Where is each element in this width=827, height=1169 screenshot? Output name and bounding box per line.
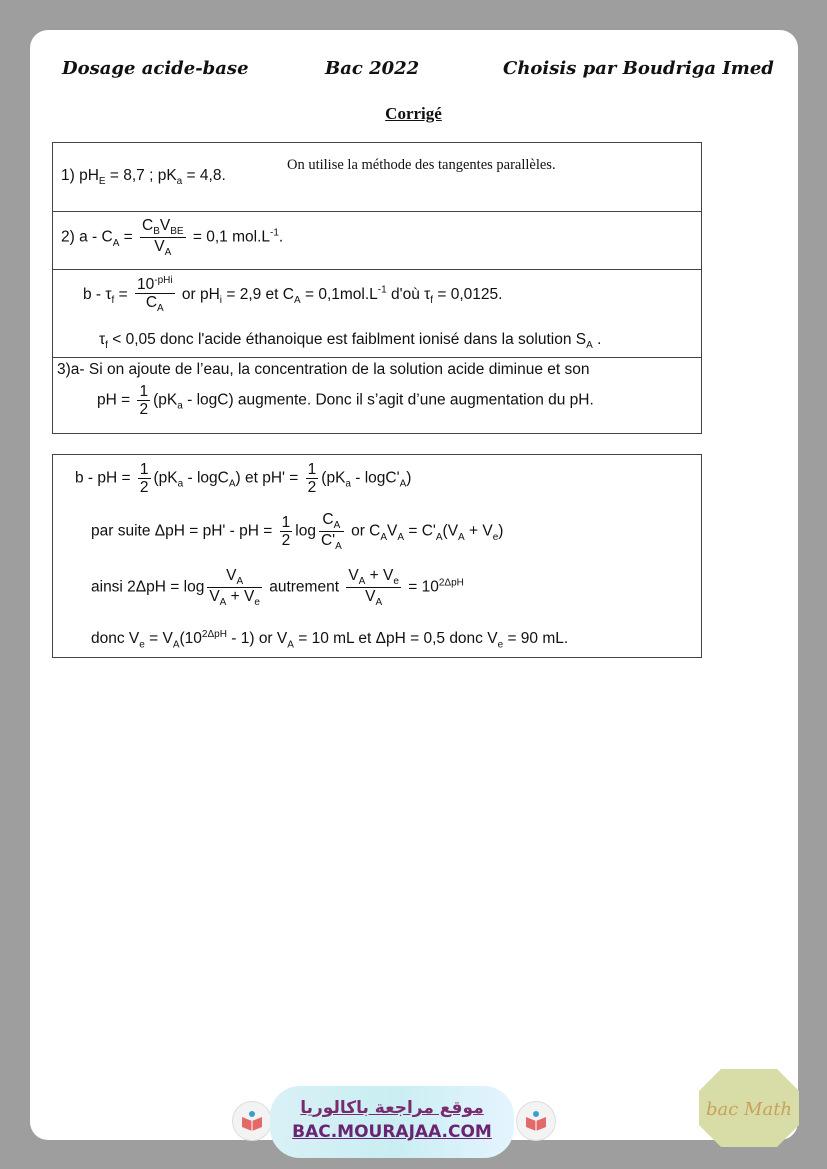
site-logo-left [232, 1101, 272, 1141]
site-logo-right [516, 1101, 556, 1141]
q2b-line1: b - $\tau_f$ = $\frac{10^{-pHi}}{C_A}$ or $pH_i = 2,9$ et $C_A = 0,1mol.L^{-1}$ d'où $\tau_f = 0,0125$. [83, 275, 503, 315]
row-q2a [53, 211, 701, 270]
book-icon [240, 1109, 264, 1133]
site-url[interactable]: BAC.MOURAJAA.COM [292, 1122, 492, 1142]
row-q2b [53, 269, 701, 358]
header-exam: Bac 2022 [325, 58, 420, 79]
book-icon [524, 1109, 548, 1133]
q3b-line4: donc $V_e = V_A(10^{2\Delta pH} - 1)$ or $V_A = 10$ mL et ΔpH = 0,5 donc $V_e = 90$ mL. [91, 629, 569, 651]
site-name-arabic[interactable]: موقع مراجعة باكالوريا [300, 1098, 484, 1118]
page-title: Corrigé [385, 104, 442, 123]
q3a-line2: pH = $\frac{1}{2}$ $(pK_a - \log C)$ augmente. Donc il s’agit d’une augmentation du pH. [97, 383, 594, 419]
q1-answer: 1) $pH_E = 8,7$ ; $pK_a = 4,8$. [61, 167, 226, 188]
q2a-answer: 2) a - $C_A$ = $\frac{C_BV_{BE}}{V_A}$ = 0,1 $mol.L^{-1}$. [61, 217, 284, 259]
row-q1 [53, 143, 701, 212]
q3b-line3: ainsi 2ΔpH = log $\frac{V_A}{V_A + V_e}$ autrement $\frac{V_A + V_e}{V_A}$ = $10^{2\Delta pH}$ [91, 567, 464, 609]
header-author: Choisis par Boudriga Imed [503, 58, 774, 79]
q3b-line1: b - pH = $\frac{1}{2}$ $(pK_a - \log C_A)$ et pH' = $\frac{1}{2}$ $(pK_a - \log C'_A)$ [75, 461, 412, 497]
q3a-line1: 3)a- Si on ajoute de l’eau, la concentration de la solution acide diminue et son [57, 361, 590, 378]
row-q3a [53, 357, 701, 433]
answer-block-1 [52, 142, 702, 434]
bac-math-badge [697, 1067, 801, 1149]
q3b-line2: par suite ΔpH = pH' - pH = $\frac{1}{2}$ log $\frac{C_A}{C'_A}$ or $C_AV_A = C'_A(V_A + V_e)$ [91, 511, 504, 553]
badge-label: bac Math [705, 1099, 793, 1120]
q1-method-note: On utilise la méthode des tangentes parallèles. [287, 157, 556, 173]
header-topic: Dosage acide-base [62, 58, 249, 79]
q2b-line2: $\tau_f < 0,05$ donc l'acide éthanoique est faiblment ionisé dans la solution $S_A$ . [99, 331, 602, 352]
site-banner-link[interactable] [270, 1086, 514, 1158]
answer-block-2 [52, 454, 702, 658]
